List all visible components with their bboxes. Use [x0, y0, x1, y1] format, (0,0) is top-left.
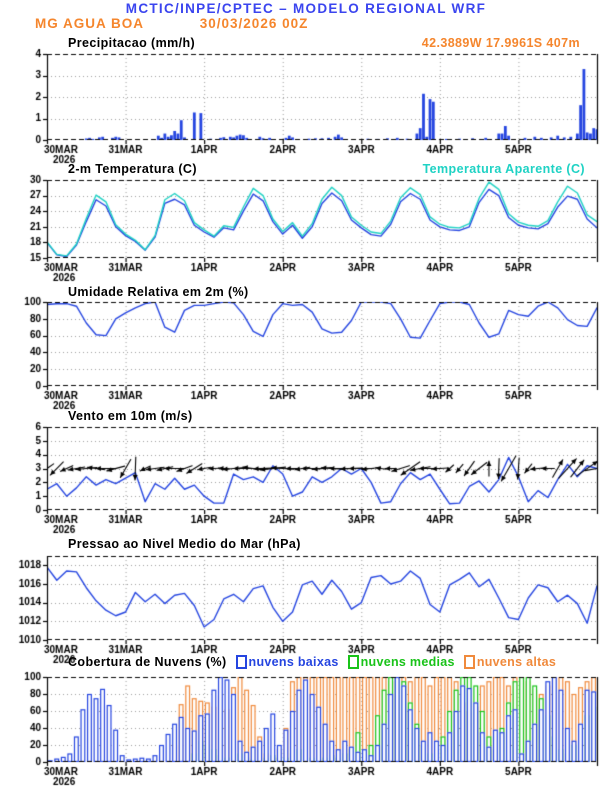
station-coordinates: 42.3889W 17.9961S 407m	[421, 36, 580, 50]
panel-title-precipitation: Precipitacao (mm/h)	[68, 36, 196, 50]
panel-title-temperature: 2-m Temperatura (C)	[68, 162, 197, 176]
legend-item-mid-clouds	[348, 655, 455, 669]
low-clouds-swatch-icon	[236, 655, 247, 669]
legend-label-mid-clouds: nuvens medias	[360, 655, 455, 669]
legend-label-high-clouds: nuvens altas	[476, 655, 557, 669]
run-info	[35, 16, 308, 31]
panel-title-pressure: Pressao ao Nivel Medio do Mar (hPa)	[68, 537, 301, 551]
station-name: MG AGUA BOA	[35, 16, 144, 31]
panel-title-cloud-cover: Cobertura de Nuvens (%)	[68, 655, 227, 669]
apparent-temperature-label: Temperatura Aparente (C)	[422, 162, 585, 176]
high-clouds-swatch-icon	[464, 655, 475, 669]
panel-title-wind: Vento em 10m (m/s)	[68, 409, 193, 423]
cloud-panel-header	[68, 655, 556, 669]
panel-title-humidity: Umidade Relativa em 2m (%)	[68, 285, 249, 299]
legend-label-low-clouds: nuvens baixas	[248, 655, 339, 669]
page-title: MCTIC/INPE/CPTEC – MODELO REGIONAL WRF	[125, 1, 487, 16]
run-datetime: 30/03/2026 00Z	[199, 16, 309, 31]
legend-item-low-clouds	[236, 655, 339, 669]
legend-item-high-clouds	[464, 655, 556, 669]
mid-clouds-swatch-icon	[348, 655, 359, 669]
